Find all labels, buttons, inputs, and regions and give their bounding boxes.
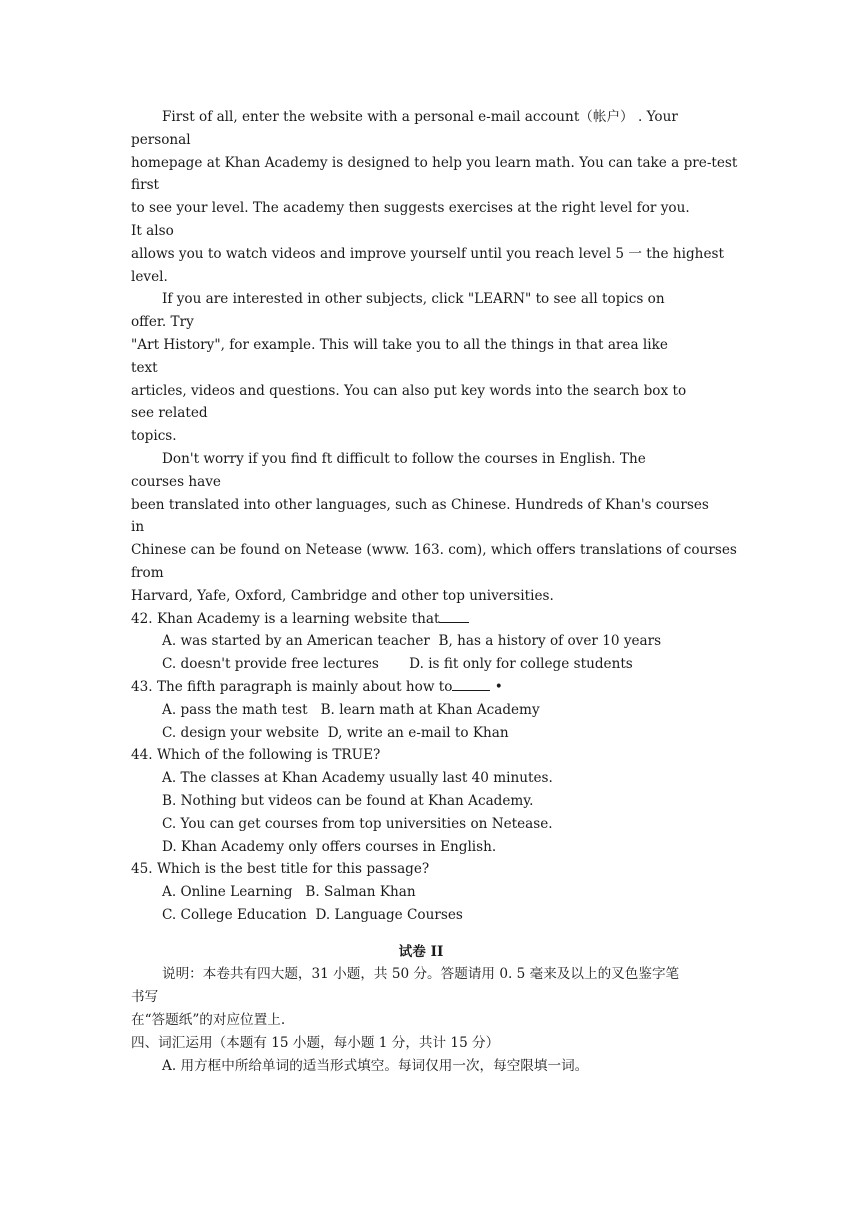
section-title: 试卷 II (398, 943, 444, 960)
passage-line: first (131, 177, 160, 194)
section-two (131, 941, 735, 1078)
question-text: 45. Which is the best title for this passage? (131, 861, 430, 878)
question-stem (131, 676, 735, 699)
passage-line: from (131, 564, 164, 581)
passage-line: topics. (131, 428, 177, 445)
question-text: 42. Khan Academy is a learning website that (131, 610, 440, 627)
question-stem (131, 858, 735, 881)
passage-line: offer. Try (131, 314, 194, 331)
option-line: C. design your website D, write an e-mail to Khan (162, 724, 509, 741)
passage-line: level. (131, 268, 168, 285)
reading-passage (131, 106, 738, 608)
passage-line: in (131, 519, 145, 536)
answer-blank[interactable] (439, 608, 469, 623)
instructions-line: 说明：本卷共有四大题，31 小题，共 50 分。答题请用 0. 5 毫来及以上的叉色鉴字笔 (162, 966, 680, 983)
instructions-line: 在“答题纸”的对应位置上. (131, 1012, 286, 1029)
passage-line: Chinese can be found on Netease (www. 163. com), which offers translations of courses (131, 542, 737, 559)
passage-line: been translated into other languages, such as Chinese. Hundreds of Khan's courses (131, 496, 709, 513)
exam-page (131, 106, 738, 1077)
question-stem (131, 744, 735, 767)
passage-line: allows you to watch videos and improve yourself until you reach level 5 一 the highest (131, 245, 724, 262)
passage-line: see related (131, 405, 208, 422)
question-text: 43. The fifth paragraph is mainly about how to (131, 678, 453, 695)
option-line: A. Online Learning B. Salman Khan (162, 884, 416, 901)
passage-line: Harvard, Yafe, Oxford, Cambridge and other top universities. (131, 587, 554, 604)
question-list (131, 608, 735, 927)
passage-line: personal (131, 131, 191, 148)
part-four-heading: 四、词汇运用（本题有 15 小题，每小题 1 分，共计 15 分） (131, 1034, 500, 1051)
question-stem (131, 608, 735, 631)
passage-line: courses have (131, 473, 221, 490)
answer-blank[interactable] (452, 676, 490, 691)
passage-line: Don't worry if you find ft difficult to follow the courses in English. The (162, 450, 646, 467)
passage-line: to see your level. The academy then suggests exercises at the right level for you. (131, 200, 690, 217)
part-four-instruction: A. 用方框中所给单词的适当形式填空。每词仅用一次，每空限填一词。 (162, 1057, 589, 1074)
option-line: A. was started by an American teacher B, has a history of over 10 years (162, 633, 662, 650)
instructions-line: 书写 (131, 989, 159, 1006)
option-line: C. doesn't provide free lectures D. is fit only for college students (162, 656, 633, 673)
option-line: C. You can get courses from top universities on Netease. (162, 815, 553, 832)
passage-line: text (131, 359, 158, 376)
passage-line: homepage at Khan Academy is designed to help you learn math. You can take a pre-test (131, 154, 738, 171)
passage-line: It also (131, 222, 174, 239)
passage-line: First of all, enter the website with a personal e-mail account（帐户） . Your (162, 109, 678, 125)
question-tail: • (490, 678, 503, 695)
section-gap (131, 927, 735, 941)
option-line: C. College Education D. Language Courses (162, 906, 463, 923)
passage-line: articles, videos and questions. You can also put key words into the search box to (131, 382, 687, 399)
passage-line: "Art History", for example. This will take you to all the things in that area like (131, 336, 668, 353)
option-line: A. pass the math test B. learn math at Khan Academy (162, 701, 540, 718)
option-line: A. The classes at Khan Academy usually last 40 minutes. (162, 770, 553, 787)
option-line: B. Nothing but videos can be found at Khan Academy. (162, 792, 534, 809)
passage-line: If you are interested in other subjects, click "LEARN" to see all topics on (162, 291, 665, 308)
option-line: D. Khan Academy only offers courses in English. (162, 838, 497, 855)
question-text: 44. Which of the following is TRUE? (131, 747, 381, 764)
